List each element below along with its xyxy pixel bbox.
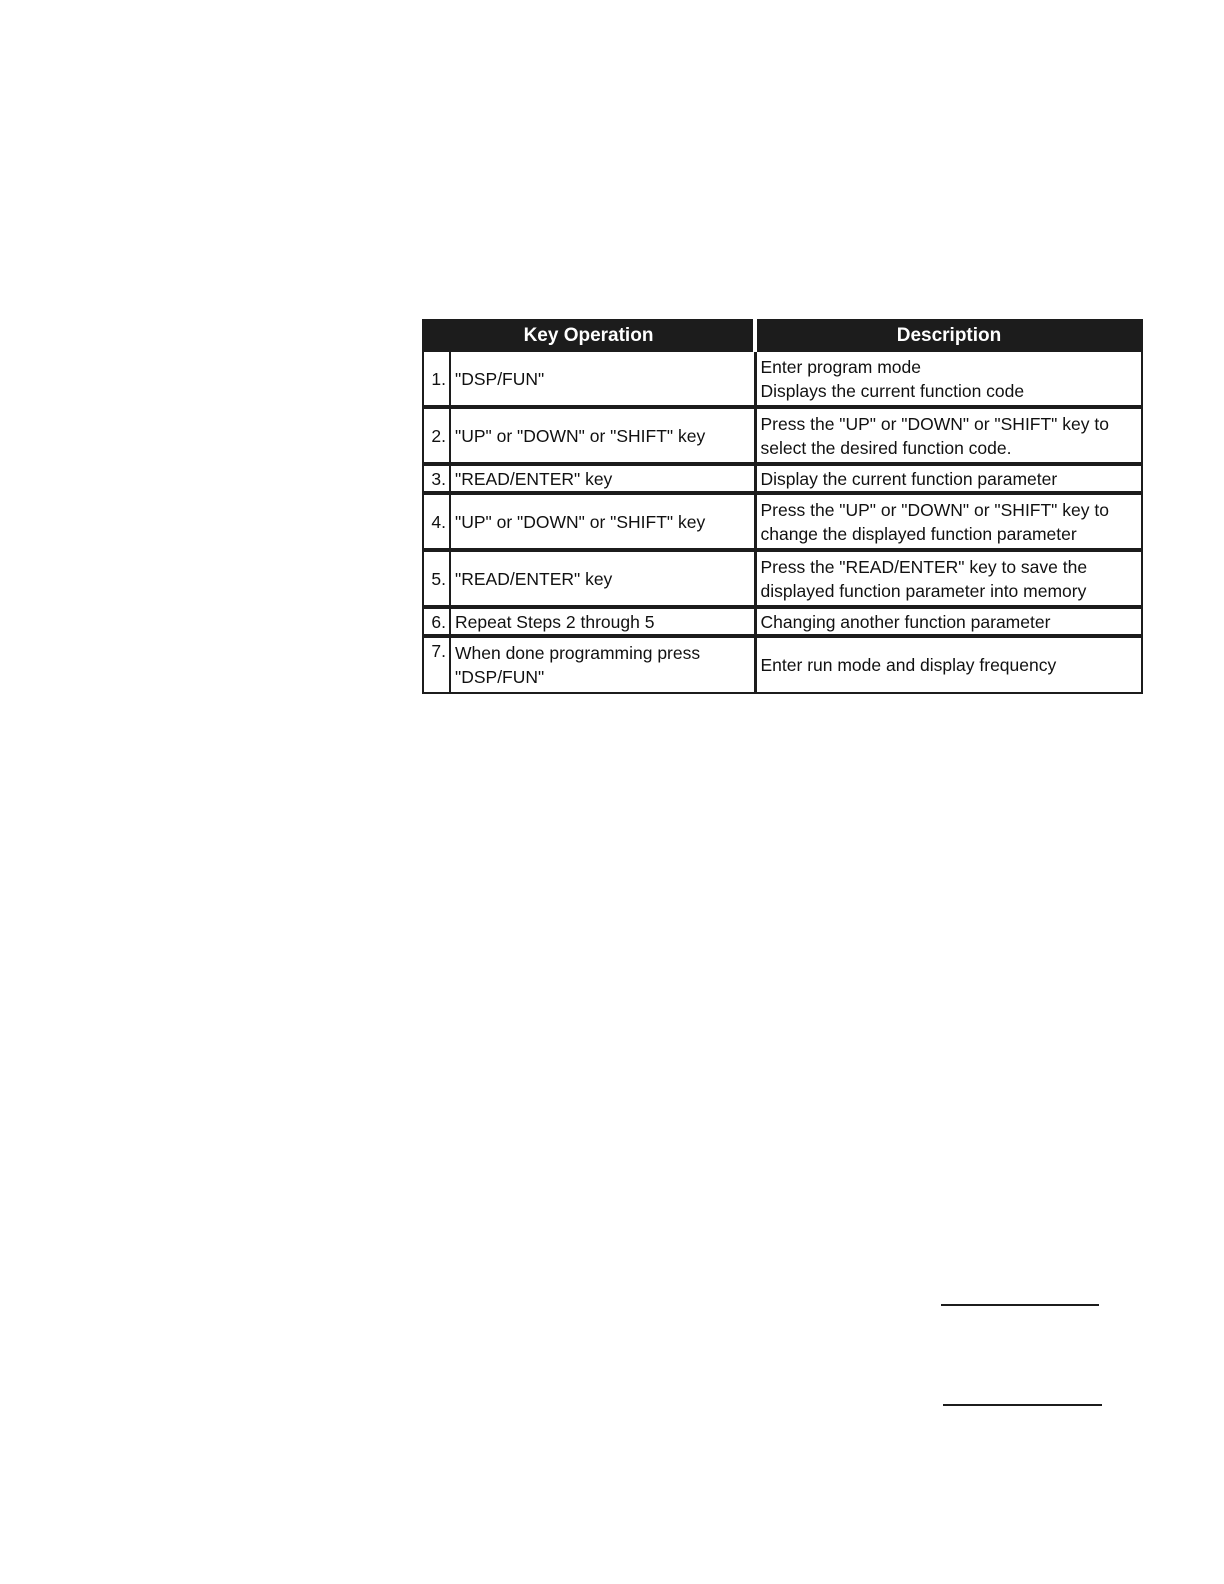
key-cell: "READ/ENTER" key — [450, 464, 755, 493]
key-cell: "READ/ENTER" key — [450, 550, 755, 607]
key-cell: "DSP/FUN" — [450, 351, 755, 407]
description-cell — [755, 550, 1142, 607]
key-operation-header: Key Operation — [423, 320, 755, 351]
step-number: 2. — [423, 407, 450, 464]
description-line: Press the "UP" or "DOWN" or "SHIFT" key to — [760, 499, 1109, 520]
description-line: displayed function parameter into memory — [760, 580, 1087, 601]
description-cell — [755, 493, 1142, 550]
key-operation-table — [422, 319, 1143, 694]
step-number: 7. — [423, 636, 450, 693]
description-cell — [755, 407, 1142, 464]
description-cell — [755, 464, 1142, 493]
table-row — [423, 464, 1142, 493]
date-line — [943, 1404, 1102, 1406]
description-line: Press the "READ/ENTER" key to save the — [760, 556, 1088, 577]
description-line: Enter program mode — [760, 356, 921, 377]
description-line: Display the current function parameter — [760, 468, 1058, 489]
description-line: change the displayed function parameter — [760, 523, 1077, 544]
description-cell — [755, 351, 1142, 407]
step-number: 5. — [423, 550, 450, 607]
description-line: Enter run mode and display frequency — [760, 655, 1057, 675]
description-cell — [755, 607, 1142, 636]
description-header: Description — [755, 320, 1142, 351]
step-number: 3. — [423, 464, 450, 493]
description-line: Changing another function parameter — [760, 611, 1051, 632]
key-cell: "UP" or "DOWN" or "SHIFT" key — [450, 493, 755, 550]
table-row — [423, 351, 1142, 407]
table-row — [423, 550, 1142, 607]
step-number: 6. — [423, 607, 450, 636]
step-number: 4. — [423, 493, 450, 550]
table-row — [423, 636, 1142, 693]
description-cell — [755, 636, 1142, 693]
description-line: select the desired function code. — [760, 437, 1012, 458]
table-header-row — [423, 320, 1142, 351]
key-line: "DSP/FUN" — [455, 667, 545, 687]
step-number: 1. — [423, 351, 450, 407]
key-cell: Repeat Steps 2 through 5 — [450, 607, 755, 636]
key-cell — [450, 636, 755, 693]
signature-line — [941, 1304, 1099, 1306]
key-line: When done programming press — [455, 643, 701, 663]
table-row — [423, 493, 1142, 550]
table-row — [423, 407, 1142, 464]
description-line: Press the "UP" or "DOWN" or "SHIFT" key to — [760, 413, 1109, 434]
description-line: Displays the current function code — [760, 380, 1025, 401]
key-cell: "UP" or "DOWN" or "SHIFT" key — [450, 407, 755, 464]
table-row — [423, 607, 1142, 636]
